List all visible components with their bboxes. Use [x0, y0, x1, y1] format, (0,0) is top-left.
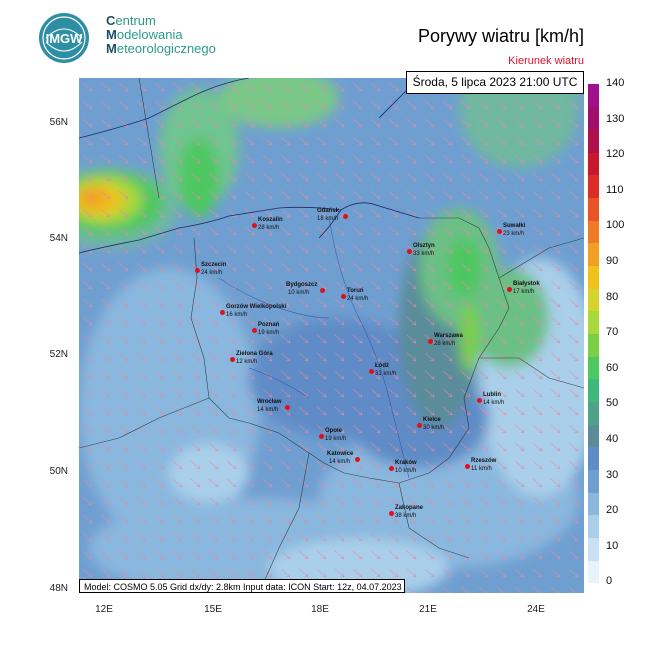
city-name: Lublin: [483, 392, 501, 398]
city-name: Wrocław: [257, 399, 282, 405]
colorbar-segment: [588, 379, 599, 402]
city-gust: 19 km/h: [258, 330, 280, 336]
colorbar-segment: [588, 220, 599, 243]
city-name: Olsztyn: [413, 243, 435, 249]
city-gust: 28 km/h: [258, 225, 280, 231]
colorbar-tick-label: 130: [606, 112, 625, 125]
city-name: Łódź: [375, 363, 389, 369]
city-gust: 19 km/h: [325, 436, 347, 442]
colorbar-tick-label: 0: [606, 575, 613, 588]
colorbar-tick-label: 30: [606, 468, 619, 481]
colorbar: [588, 84, 599, 583]
city-name: Toruń: [347, 288, 364, 294]
colorbar-tick-label: 110: [606, 183, 624, 196]
city-gust: 16 km/h: [226, 312, 248, 318]
city-name: Białystok: [513, 281, 540, 287]
lat-label: 48N: [49, 583, 68, 594]
colorbar-segment: [588, 538, 599, 561]
org-initial: M: [106, 27, 117, 42]
colorbar-segment: [588, 243, 599, 266]
city-name: Bydgoszcz: [286, 282, 318, 288]
org-word: odelowania: [116, 27, 183, 42]
map-subtitle: Kierunek wiatru: [508, 55, 584, 67]
colorbar-tick-label: 140: [606, 77, 625, 89]
city-gust: 10 km/h: [288, 290, 310, 296]
colorbar-segment: [588, 492, 599, 515]
city-name: Suwałki: [503, 223, 526, 229]
city-name: Kielce: [423, 417, 441, 423]
org-word: entrum: [115, 13, 156, 28]
colorbar-segment: [588, 311, 599, 334]
city-name: Kraków: [395, 460, 417, 466]
city-gust: 24 km/h: [201, 270, 223, 276]
city-name: Szczecin: [201, 262, 227, 268]
map-title: Porywy wiatru [km/h]: [417, 26, 584, 46]
lat-label: 52N: [49, 349, 68, 360]
header: [0, 0, 668, 72]
city-gust: 11 km/h: [471, 466, 492, 472]
city-gust: 31 km/h: [375, 371, 397, 377]
city-gust: 10 km/h: [395, 468, 417, 474]
colorbar-segment: [588, 152, 599, 175]
datetime-label: Środa, 5 lipca 2023 21:00 UTC: [406, 71, 584, 94]
colorbar-segment: [588, 265, 599, 288]
city-name: Rzeszów: [471, 458, 497, 464]
colorbar-segment: [588, 288, 599, 311]
city-name: Opole: [325, 428, 343, 434]
city-name: Warszawa: [434, 333, 463, 339]
imgw-logo-icon: [38, 12, 90, 64]
city-name: Gorzów Wielkopolski: [226, 304, 287, 310]
city-gust: 14 km/h: [257, 407, 279, 413]
city-gust: 18 km/h: [317, 216, 339, 222]
colorbar-tick-label: 90: [606, 255, 619, 267]
colorbar-tick-label: 50: [606, 397, 619, 410]
city-gust: 30 km/h: [423, 425, 445, 431]
colorbar-segment: [588, 424, 599, 447]
city-gust: 23 km/h: [503, 231, 525, 237]
colorbar-tick-label: 60: [606, 361, 619, 374]
city-gust: 24 km/h: [347, 296, 369, 302]
colorbar-segment: [588, 107, 599, 130]
colorbar-tick-label: 70: [606, 326, 619, 339]
lat-label: 54N: [49, 233, 68, 244]
city-gust: 17 km/h: [513, 289, 535, 295]
colorbar-segment: [588, 334, 599, 357]
lon-label: 15E: [204, 604, 222, 615]
colorbar-segment: [588, 356, 599, 379]
colorbar-tick-label: 100: [606, 219, 625, 232]
colorbar-segment: [588, 402, 599, 425]
colorbar-segment: [588, 84, 599, 107]
city-name: Zakopane: [395, 505, 424, 511]
city-gust: 28 km/h: [434, 341, 456, 347]
lon-label: 12E: [95, 604, 113, 615]
colorbar-segment: [588, 560, 599, 583]
colorbar-segment: [588, 129, 599, 152]
city-name: Poznań: [258, 322, 280, 328]
colorbar-tick-label: 10: [606, 539, 619, 552]
city-name: Katowice: [327, 451, 354, 457]
org-word: eteorologicznego: [116, 41, 216, 56]
colorbar-tick-label: 80: [606, 290, 619, 303]
city-gust: 14 km/h: [483, 400, 505, 406]
colorbar-tick-label: 40: [606, 433, 619, 445]
org-initial: M: [106, 41, 117, 56]
lon-label: 18E: [311, 604, 329, 615]
wind-gust-map: [79, 78, 584, 593]
model-info: Model: COSMO 5.05 Grid dx/dy: 2.8km Input data: ICON Start: 12z, 04.07.2023: [79, 579, 405, 593]
city-name: Zielona Góra: [236, 351, 273, 357]
city-gust: 33 km/h: [413, 251, 435, 257]
lat-label: 50N: [49, 466, 68, 477]
lon-label: 21E: [419, 604, 437, 615]
colorbar-segment: [588, 470, 599, 493]
lon-label: 24E: [527, 604, 545, 615]
city-name: Koszalin: [258, 217, 283, 223]
city-gust: 14 km/h: [329, 459, 351, 465]
city-gust: 12 km/h: [236, 359, 258, 365]
colorbar-tick-label: 120: [606, 148, 625, 161]
colorbar-tick-label: 20: [606, 504, 619, 517]
colorbar-segment: [588, 175, 599, 198]
colorbar-segment: [588, 515, 599, 538]
logo-text: IMGW: [45, 31, 83, 46]
colorbar-segment: [588, 447, 599, 470]
colorbar-segment: [588, 197, 599, 220]
lat-label: 56N: [49, 117, 68, 128]
city-gust: 38 km/h: [395, 513, 417, 519]
city-name: Gdańsk: [317, 208, 340, 214]
org-initial: C: [106, 13, 116, 28]
